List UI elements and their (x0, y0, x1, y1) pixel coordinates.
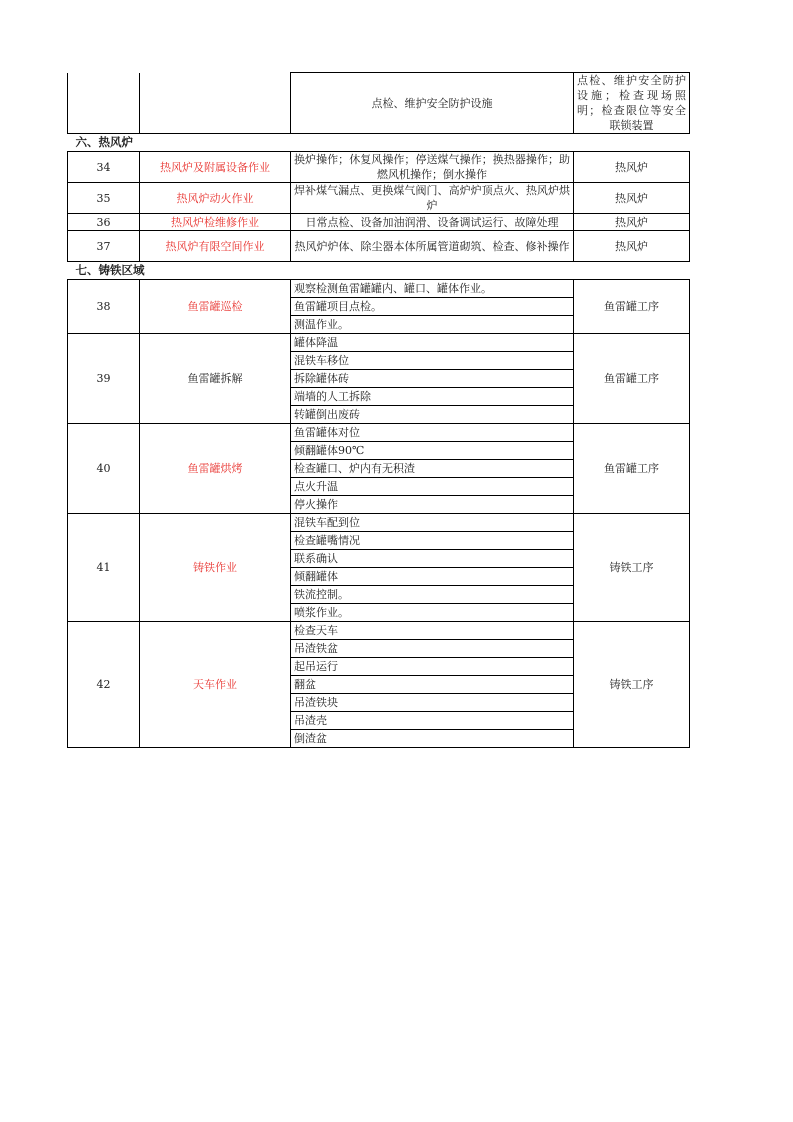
section-header-row (68, 262, 690, 280)
task-content: 倒渣盆 (291, 730, 574, 748)
task-content: 点火升温 (291, 478, 574, 496)
task-content: 日常点检、设备加油润滑、设备调试运行、故障处理 (291, 214, 574, 231)
location-cell: 鱼雷罐工序 (574, 334, 690, 424)
task-name: 铸铁作业 (140, 514, 291, 622)
table-row (68, 73, 690, 134)
task-name: 天车作业 (140, 622, 291, 748)
task-content: 端墙的人工拆除 (291, 388, 574, 406)
task-content: 转罐倒出废砖 (291, 406, 574, 424)
content-cell: 点检、维护安全防护设施 (291, 73, 574, 134)
no-cell (68, 73, 140, 134)
task-content: 倾翻罐体 (291, 568, 574, 586)
task-content: 鱼雷罐体对位 (291, 424, 574, 442)
task-content: 检查罐口、炉内有无积渣 (291, 460, 574, 478)
task-content: 起吊运行 (291, 658, 574, 676)
task-content: 喷浆作业。 (291, 604, 574, 622)
task-content: 拆除罐体砖 (291, 370, 574, 388)
table-row (68, 183, 690, 214)
location-cell: 热风炉 (574, 152, 690, 183)
table-row (68, 280, 690, 298)
table-row (68, 152, 690, 183)
task-table (67, 72, 690, 748)
task-name: 鱼雷罐烘烤 (140, 424, 291, 514)
table-row (68, 334, 690, 352)
table-row (68, 424, 690, 442)
table-row (68, 622, 690, 640)
task-content: 鱼雷罐项目点检。 (291, 298, 574, 316)
location-cell: 铸铁工序 (574, 622, 690, 748)
table-row (68, 514, 690, 532)
task-content: 测温作业。 (291, 316, 574, 334)
task-content: 吊渣铁块 (291, 694, 574, 712)
table-row (68, 214, 690, 231)
location-cell: 鱼雷罐工序 (574, 424, 690, 514)
section-title: 七、铸铁区域 (75, 263, 145, 277)
task-name: 热风炉检维修作业 (140, 214, 291, 231)
task-content: 热风炉炉体、除尘器本体所属管道砌筑、检查、修补操作 (291, 231, 574, 262)
task-content: 吊渣壳 (291, 712, 574, 730)
task-content: 倾翻罐体90℃ (291, 442, 574, 460)
location-cell: 热风炉 (574, 231, 690, 262)
task-content: 焊补煤气漏点、更换煤气阀门、高炉炉顶点火、热风炉烘炉 (291, 183, 574, 214)
row-number: 37 (68, 231, 140, 262)
row-number: 40 (68, 424, 140, 514)
location-cell: 鱼雷罐工序 (574, 280, 690, 334)
task-name-cell (140, 73, 291, 134)
task-content: 吊渣铁盆 (291, 640, 574, 658)
row-number: 39 (68, 334, 140, 424)
task-content: 检查罐嘴情况 (291, 532, 574, 550)
row-number: 35 (68, 183, 140, 214)
location-cell: 热风炉 (574, 214, 690, 231)
task-name: 热风炉动火作业 (140, 183, 291, 214)
task-content: 铁流控制。 (291, 586, 574, 604)
section-title: 六、热风炉 (75, 135, 133, 149)
location-cell: 点检、维护安全防护设施；检查现场照明；检查限位等安全联锁装置 (574, 73, 690, 134)
section-header-row (68, 134, 690, 152)
table-row (68, 231, 690, 262)
task-content: 混铁车配到位 (291, 514, 574, 532)
location-cell: 热风炉 (574, 183, 690, 214)
task-content: 混铁车移位 (291, 352, 574, 370)
task-content: 换炉操作；休复风操作；停送煤气操作；换热器操作；助燃风机操作；倒水操作 (291, 152, 574, 183)
row-number: 42 (68, 622, 140, 748)
task-content: 观察检测鱼雷罐罐内、罐口、罐体作业。 (291, 280, 574, 298)
row-number: 41 (68, 514, 140, 622)
row-number: 38 (68, 280, 140, 334)
task-content: 检查天车 (291, 622, 574, 640)
row-number: 36 (68, 214, 140, 231)
task-content: 翻盆 (291, 676, 574, 694)
task-content: 停火操作 (291, 496, 574, 514)
task-name: 鱼雷罐拆解 (140, 334, 291, 424)
row-number: 34 (68, 152, 140, 183)
location-cell: 铸铁工序 (574, 514, 690, 622)
task-name: 热风炉有限空间作业 (140, 231, 291, 262)
task-name: 热风炉及附属设备作业 (140, 152, 291, 183)
task-content: 联系确认 (291, 550, 574, 568)
task-content: 罐体降温 (291, 334, 574, 352)
task-name: 鱼雷罐巡检 (140, 280, 291, 334)
